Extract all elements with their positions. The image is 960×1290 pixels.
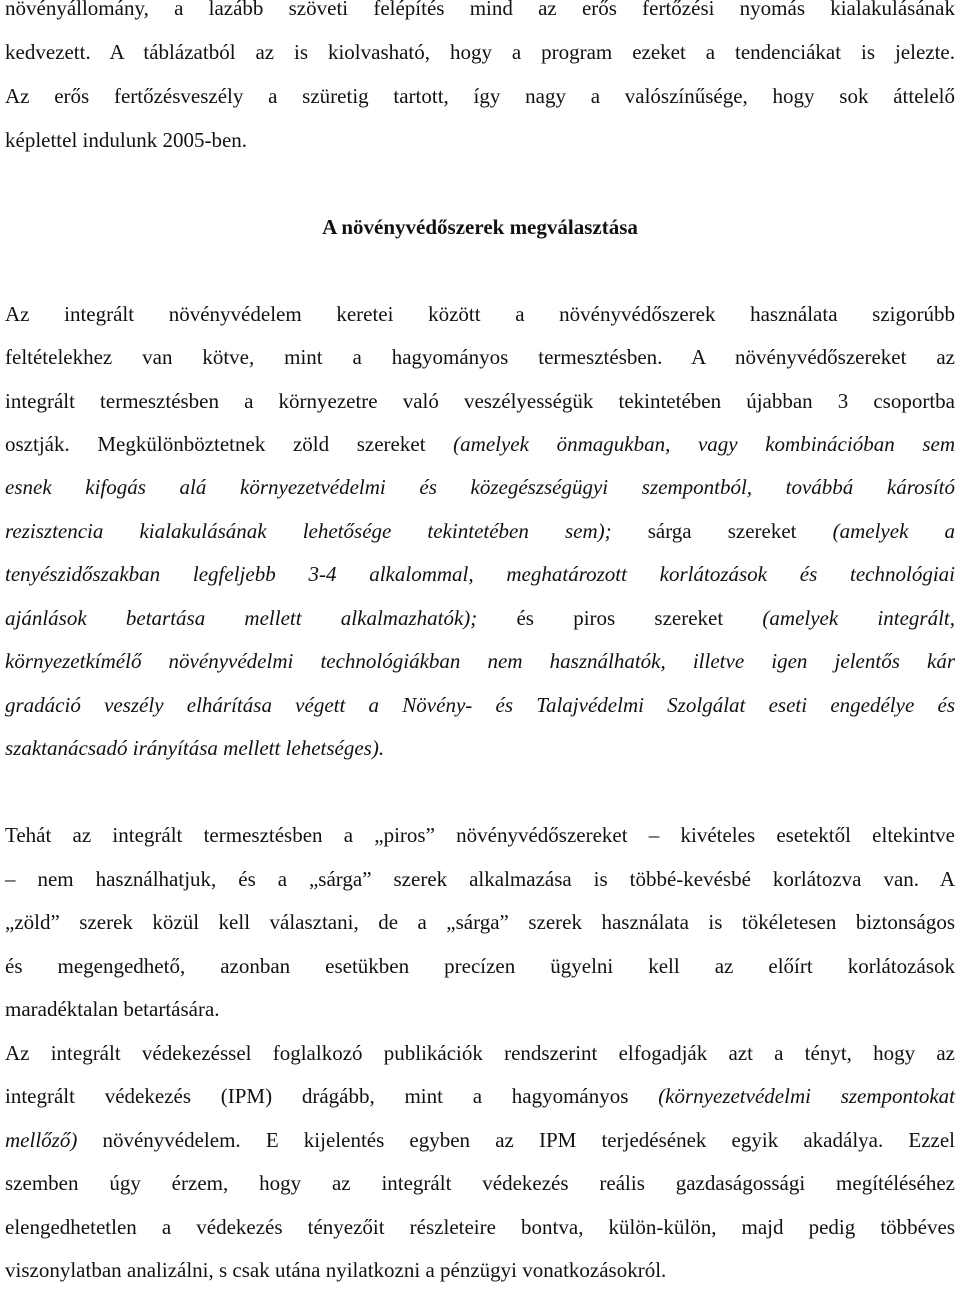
p1-line-4-normal: osztják. Megkülönböztetnek zöld szereket <box>5 432 454 456</box>
p1-line-7: tenyészidőszakban legfeljebb 3-4 alkalommal, meghatározott korlátozások és technológiai <box>5 562 955 586</box>
p3-line-1: Az integrált védekezéssel foglalkozó publikációk rendszerint elfogadják azt a tényt, hogy az <box>5 1041 955 1065</box>
p1-line-8-normal: és piros szereket <box>477 606 763 630</box>
p3-line-3-normal: növényvédelem. E kijelentés egyben az IPM terjedésének egyik akadálya. Ezzel <box>77 1128 955 1152</box>
p1-line-6-italic: rezisztencia kialakulásának lehetősége tekintetében sem); <box>5 519 612 543</box>
p1-line-8-italic: ajánlások betartása mellett alkalmazhatók); <box>5 606 478 630</box>
p3-line-2-normal: integrált védekezés (IPM) drágább, mint a hagyományos <box>5 1084 659 1108</box>
p1-line-9: környezetkímélő növényvédelmi technológiákban nem használhatók, illetve igen jelentős kár <box>5 649 955 673</box>
intro-line-4: képlettel indulunk 2005-ben. <box>5 128 248 152</box>
p2-line-3: „zöld” szerek közül kell választani, de a „sárga” szerek használata is tökéletesen biztonságos <box>5 910 955 934</box>
section-heading: A növényvédőszerek megválasztása <box>322 215 638 239</box>
p3-line-3-italic: mellőző) <box>5 1128 78 1152</box>
p3-line-4: szemben úgy érzem, hogy az integrált védekezés reális gazdaságossági megítéléséhez <box>5 1171 955 1195</box>
p3-line-6: viszonylatban analizálni, s csak utána nyilatkozni a pénzügyi vonatkozásokról. <box>5 1258 667 1282</box>
p2-line-1: Tehát az integrált termesztésben a „piros” növényvédőszereket – kivételes esetektől eltekintve <box>5 823 955 847</box>
intro-line-3: Az erős fertőzésveszély a szüretig tartott, így nagy a valószínűsége, hogy sok áttelelő <box>5 84 955 108</box>
p3-line-5: elengedhetetlen a védekezés tényezőit részleteire bontva, külön-külön, majd pedig többéves <box>5 1215 955 1239</box>
p3-line-2 <box>5 1076 955 1116</box>
p2-line-2: – nem használhatjuk, és a „sárga” szerek alkalmazása is többé-kevésbé korlátozva van. A <box>5 867 955 891</box>
p1-line-1: Az integrált növényvédelem keretei között a növényvédőszerek használata szigorúbb <box>5 302 955 326</box>
p1-line-4 <box>5 424 955 464</box>
p1-line-6-normal: sárga szereket <box>611 519 833 543</box>
p1-line-5: esnek kifogás alá környezetvédelmi és közegészségügyi szempontból, továbbá károsító <box>5 475 955 499</box>
p1-line-8 <box>5 598 955 638</box>
intro-line-2: kedvezett. A táblázatból az is kiolvasható, hogy a program ezeket a tendenciákat is jelezte. <box>5 40 955 64</box>
p1-line-8-italic-2: (amelyek integrált, <box>762 606 955 630</box>
p3-line-2-italic: (környezetvédelmi szempontokat <box>658 1084 956 1108</box>
p1-line-6-italic-2: (amelyek a <box>832 519 955 543</box>
p1-line-11: szaktanácsadó irányítása mellett lehetséges). <box>5 736 385 760</box>
p3-line-3 <box>5 1120 955 1160</box>
intro-line-1: növényállomány, a lazább szöveti felépítés mind az erős fertőzési nyomás kialakulásának <box>5 0 955 20</box>
p1-line-2: feltételekhez van kötve, mint a hagyományos termesztésben. A növényvédőszereket az <box>5 345 955 369</box>
p1-line-3: integrált termesztésben a környezetre való veszélyességük tekintetében újabban 3 csoportba <box>5 389 955 413</box>
p1-line-4-italic: (amelyek önmagukban, vagy kombinációban sem <box>453 432 955 456</box>
p1-line-6 <box>5 511 955 551</box>
p2-line-4: és megengedhető, azonban esetükben precízen ügyelni kell az előírt korlátozások <box>5 954 955 978</box>
p2-line-5: maradéktalan betartására. <box>5 997 220 1021</box>
p1-line-10: gradáció veszély elhárítása végett a Növény- és Talajvédelmi Szolgálat eseti engedélye és <box>5 693 955 717</box>
